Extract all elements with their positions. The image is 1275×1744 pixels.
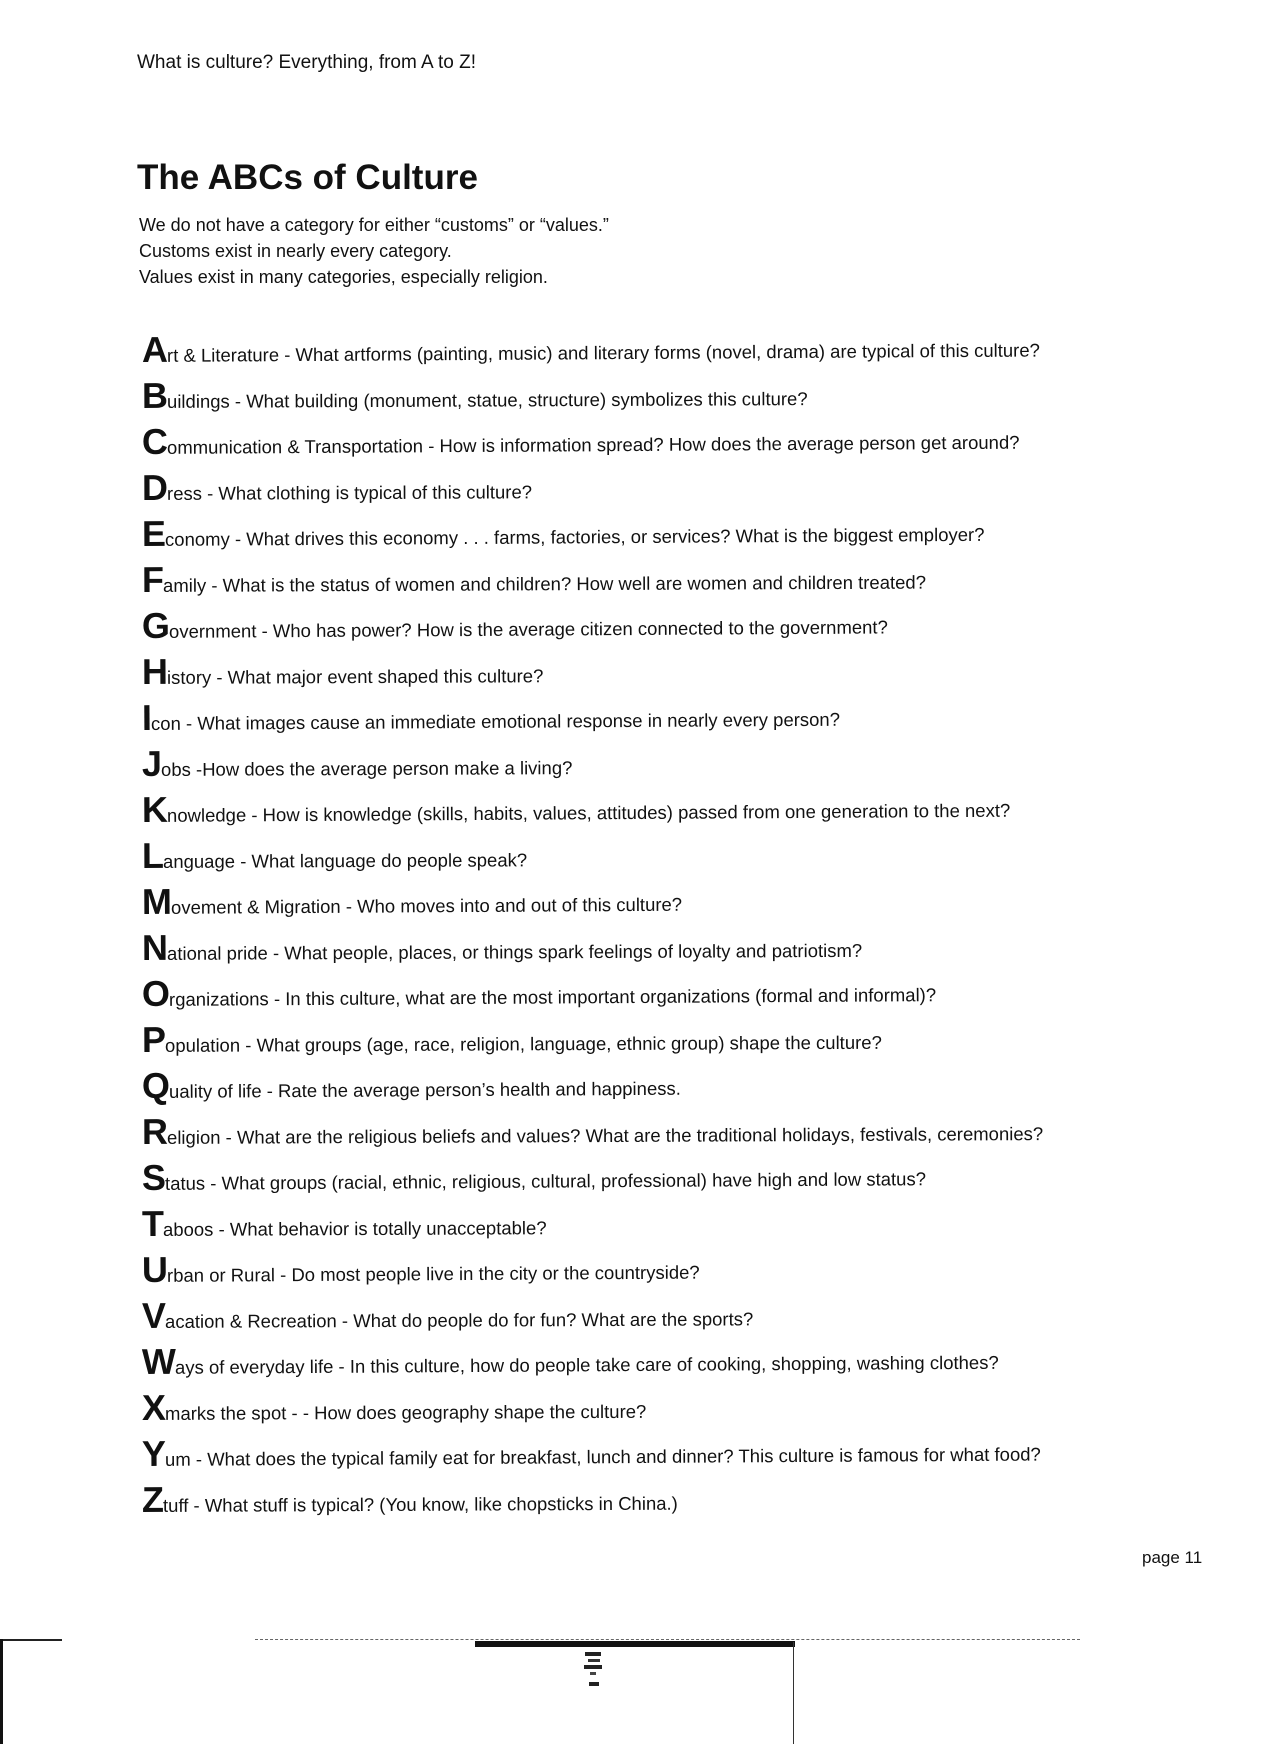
item-letter: E: [141, 512, 166, 554]
item-term: marks the spot: [164, 1402, 287, 1424]
item-letter: F: [141, 558, 164, 600]
item-question: - What images cause an immediate emotional response in nearly every person?: [180, 708, 841, 734]
item-term: rt & Literature: [166, 344, 280, 366]
abc-item: [142, 1201, 1202, 1252]
item-term: uality of life: [168, 1080, 262, 1102]
item-question: - What are the religious beliefs and values? What are the traditional holidays, festivals, ceremonies?: [220, 1123, 1044, 1148]
item-letter: W: [141, 1340, 176, 1382]
abc-item: [142, 465, 1202, 516]
item-letter: H: [141, 650, 168, 692]
abc-item: [142, 602, 1202, 654]
item-question: - What language do people speak?: [234, 849, 528, 872]
item-term: opulation: [164, 1034, 241, 1056]
item-question: - What major event shaped this culture?: [211, 665, 544, 688]
item-question: - What is the status of women and children? How well are women and children treated?: [206, 571, 927, 596]
abc-item: [142, 786, 1202, 838]
item-term: ays of everyday life: [174, 1355, 334, 1378]
abc-item: [142, 557, 1202, 608]
item-letter: J: [141, 742, 162, 784]
abc-item: [142, 1477, 1202, 1528]
abc-item: [142, 1430, 1202, 1482]
item-term: um: [164, 1448, 191, 1470]
abc-item: [142, 925, 1202, 976]
item-term: amily: [162, 574, 207, 596]
abc-item: [142, 373, 1202, 424]
scan-edge-line: [255, 1639, 1080, 1640]
item-term: istory: [166, 666, 212, 688]
abc-item: [142, 1062, 1202, 1114]
abc-item: [142, 970, 1202, 1022]
item-question: - How is information spread? How does the average person get around?: [422, 431, 1020, 457]
item-letter: N: [141, 926, 168, 968]
item-letter: M: [141, 880, 172, 922]
item-letter: A: [141, 328, 168, 370]
item-question: - What artforms (painting, music) and literary forms (novel, drama) are typical of this culture?: [279, 339, 1040, 366]
abc-item: [142, 833, 1202, 884]
item-question: - What clothing is typical of this culture?: [201, 481, 533, 504]
item-question: - Who has power? How is the average citizen connected to the government?: [256, 616, 888, 642]
item-question: -How does the average person make a living?: [190, 757, 573, 780]
item-term: rganizations: [168, 988, 269, 1010]
abc-list: [141, 328, 1202, 1528]
item-term: tuff: [162, 1494, 189, 1516]
abc-item: [142, 1385, 1202, 1436]
item-question: - Do most people live in the city or the countryside?: [274, 1261, 700, 1286]
abc-item: [142, 649, 1202, 700]
item-term: ress: [166, 482, 203, 504]
item-letter: O: [141, 972, 170, 1014]
page-title: The ABCs of Culture: [137, 158, 478, 197]
abc-item: [142, 694, 1202, 746]
scan-binding-bar: [475, 1641, 795, 1647]
item-letter: K: [141, 788, 168, 830]
item-term: eligion: [166, 1126, 221, 1148]
item-term: uildings: [166, 390, 230, 412]
item-term: aboos: [162, 1218, 214, 1240]
item-question: - What building (monument, statue, structure) symbolizes this culture?: [229, 388, 808, 412]
item-letter: Q: [141, 1064, 170, 1106]
item-letter: R: [141, 1110, 168, 1152]
page-number: page 11: [1142, 1548, 1203, 1567]
abc-item: [142, 1017, 1202, 1068]
item-term: tatus: [164, 1172, 206, 1194]
item-term: obs: [160, 758, 191, 780]
item-letter: X: [141, 1386, 166, 1428]
item-term: ommunication & Transportation: [166, 435, 424, 458]
item-question: - What do people do for fun? What are the sports?: [336, 1308, 754, 1332]
item-question: - What stuff is typical? (You know, like chopsticks in China.): [188, 1492, 678, 1516]
item-term: conomy: [164, 528, 230, 550]
scan-mark: [582, 1650, 604, 1690]
item-question: - Rate the average person’s health and happiness.: [261, 1077, 681, 1102]
item-letter: Y: [141, 1432, 166, 1474]
item-question: - - How does geography shape the culture?: [286, 1400, 647, 1424]
item-letter: D: [141, 466, 168, 508]
item-term: overnment: [168, 620, 257, 642]
item-term: ational pride: [166, 942, 268, 964]
abc-item: [142, 1109, 1202, 1160]
item-term: ovement & Migration: [170, 895, 341, 918]
abc-item: [142, 878, 1202, 930]
abc-item: [142, 1293, 1202, 1344]
scan-edge-line: [793, 1642, 794, 1744]
item-question: - Who moves into and out of this culture?: [340, 893, 683, 917]
scan-edge-line: [0, 1639, 3, 1744]
abc-item: [142, 741, 1202, 792]
intro-line: We do not have a category for either “customs” or “values.”: [139, 215, 609, 235]
item-letter: T: [141, 1202, 164, 1244]
item-letter: V: [141, 1294, 166, 1336]
item-question: - In this culture, what are the most important organizations (formal and informal)?: [268, 984, 937, 1010]
abc-item: [142, 510, 1202, 562]
item-term: con: [150, 712, 181, 734]
abc-item: [142, 1154, 1202, 1206]
item-question: - What does the typical family eat for breakfast, lunch and dinner? This culture is famous for what food?: [190, 1443, 1041, 1470]
item-question: - How is knowledge (skills, habits, values, attitudes) passed from one generation to the next?: [246, 799, 1011, 826]
abc-item: [142, 326, 1202, 378]
item-letter: U: [141, 1248, 168, 1290]
scan-edge-line: [0, 1639, 62, 1641]
item-letter: P: [141, 1018, 166, 1060]
item-letter: I: [141, 696, 152, 738]
item-letter: S: [141, 1156, 166, 1198]
item-letter: Z: [141, 1478, 164, 1520]
item-question: - What people, places, or things spark feelings of loyalty and patriotism?: [267, 939, 863, 964]
item-question: - What groups (racial, ethnic, religious, cultural, professional) have high and low status?: [205, 1168, 927, 1194]
intro-paragraph: [139, 212, 609, 290]
item-question: - What behavior is totally unacceptable?: [213, 1217, 547, 1240]
item-letter: C: [141, 420, 168, 462]
intro-line: Customs exist in nearly every category.: [139, 241, 452, 261]
item-letter: G: [141, 604, 170, 646]
item-term: rban or Rural: [166, 1264, 276, 1286]
item-letter: L: [141, 834, 164, 876]
item-question: - What groups (age, race, religion, language, ethnic group) shape the culture?: [240, 1031, 882, 1056]
intro-line: Values exist in many categories, especially religion.: [139, 267, 548, 287]
item-term: anguage: [162, 850, 236, 872]
abc-item: [142, 1246, 1202, 1298]
abc-item: [142, 418, 1202, 470]
page-header: What is culture? Everything, from A to Z!: [137, 52, 476, 73]
abc-item: [142, 1338, 1202, 1390]
item-term: nowledge: [166, 804, 247, 826]
item-term: acation & Recreation: [164, 1310, 337, 1332]
item-question: - In this culture, how do people take care of cooking, shopping, washing clothes?: [333, 1351, 999, 1377]
item-question: - What drives this economy . . . farms, factories, or services? What is the biggest employer?: [229, 523, 985, 550]
item-letter: B: [141, 374, 168, 416]
